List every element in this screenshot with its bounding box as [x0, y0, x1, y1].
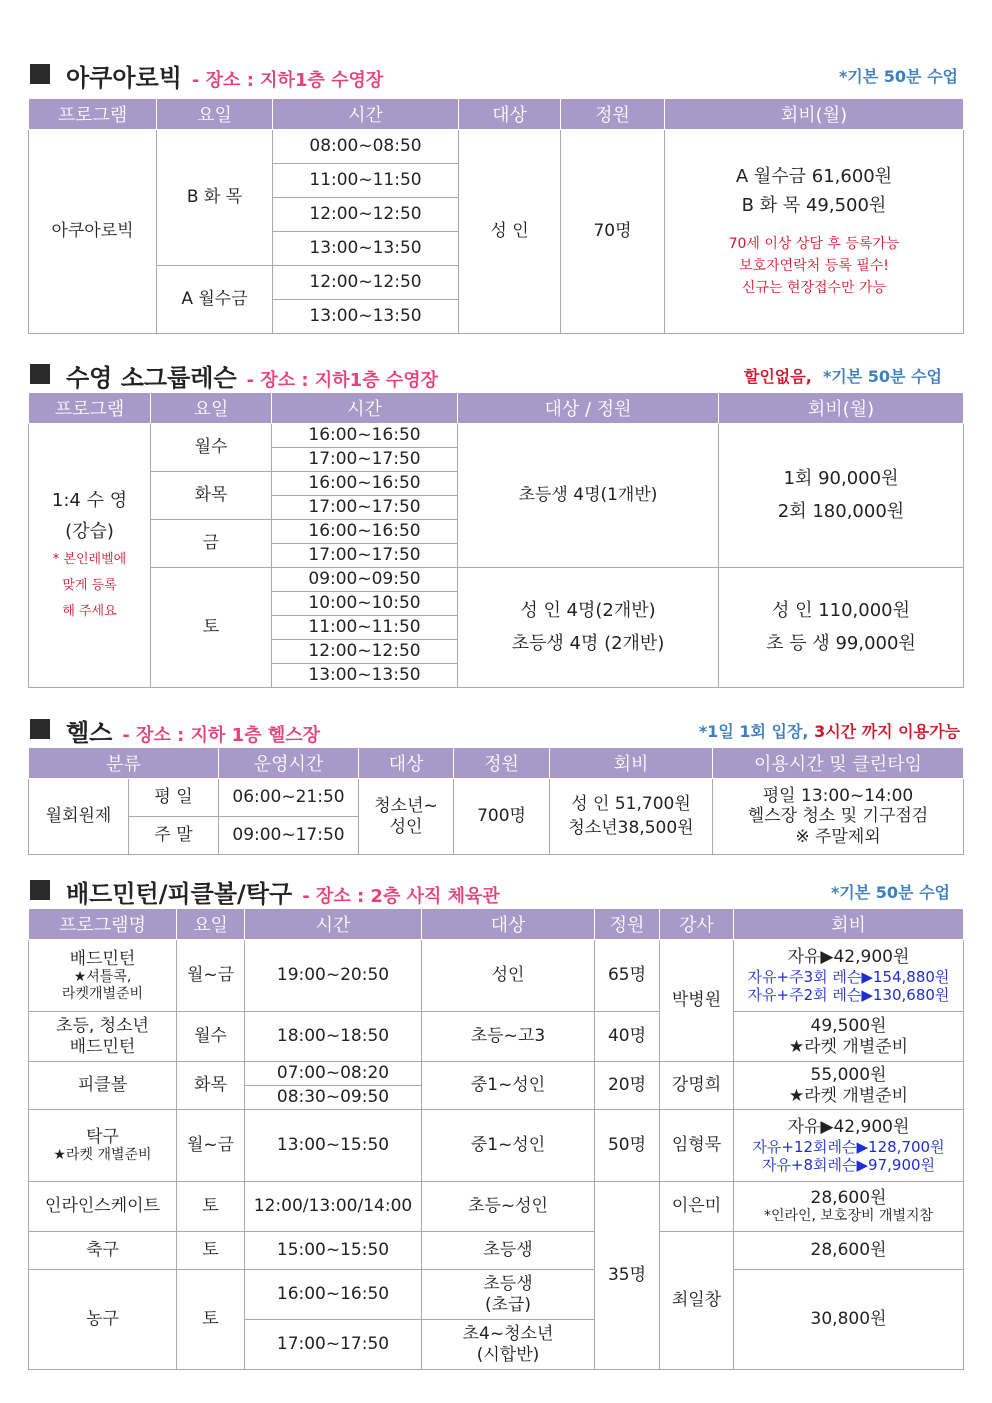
- col-header: 요일: [151, 393, 272, 424]
- program-sub: ★라켓 개별준비: [53, 1147, 152, 1164]
- day-cell: A 월수금: [157, 266, 273, 334]
- fee-line: 청소년38,500원: [568, 817, 694, 838]
- time-cell: 12:00/13:00/14:00: [245, 1182, 422, 1232]
- fee-line: 자유+8회레슨▶97,900원: [761, 1155, 936, 1174]
- time-cell: 10:00~10:50: [272, 592, 458, 616]
- day-cell: 화목: [177, 1062, 245, 1110]
- program-name: 1:4 수 영: [51, 489, 128, 511]
- health-note: [699, 719, 960, 742]
- fee-cell: [719, 424, 964, 568]
- day-cell: B 화 목: [157, 130, 273, 266]
- day-cell: 월~금: [177, 1110, 245, 1182]
- program-sub: 라켓개별준비: [61, 985, 144, 1002]
- target-line: 초등생: [483, 1274, 533, 1295]
- fee-cell: [719, 568, 964, 688]
- swim-note-blue: *기본 50분 수업: [822, 367, 942, 386]
- time-cell: 17:00~17:50: [272, 448, 458, 472]
- col-header: 요일: [177, 909, 245, 940]
- fee-b: B 화 목 49,500원: [741, 194, 887, 216]
- program-cell: [29, 1110, 177, 1182]
- aqua-location: - 장소 : 지하1층 수영장: [191, 70, 384, 91]
- table-row: [29, 1110, 964, 1182]
- day-cell: 화목: [151, 472, 272, 520]
- col-header: 정원: [454, 748, 550, 779]
- time-cell: 13:00~13:50: [273, 232, 459, 266]
- program-name: 초등, 청소년: [56, 1016, 149, 1037]
- col-header: 요일: [157, 99, 273, 130]
- col-header: 회비(월): [665, 99, 964, 130]
- table-row: [29, 1232, 964, 1270]
- col-header: 회비: [734, 909, 964, 940]
- day-cell: 월수: [151, 424, 272, 472]
- time-cell: 16:00~16:50: [272, 520, 458, 544]
- aqua-header: [28, 58, 964, 92]
- table-row: [29, 1270, 964, 1320]
- health-header: [28, 713, 964, 747]
- table-row: [29, 940, 964, 1012]
- target-line: 초등생 4명 (2개반): [511, 632, 665, 654]
- table-row: [29, 1012, 964, 1062]
- capacity-cell: 70명: [561, 130, 665, 334]
- fee-line: 자유▶42,900원: [787, 947, 910, 968]
- col-header: 대상 / 정원: [458, 393, 719, 424]
- time-cell: 15:00~15:50: [245, 1232, 422, 1270]
- day-cell: 토: [177, 1182, 245, 1232]
- health-title: 헬스 - 장소 : 지하 1층 헬스장: [66, 719, 321, 747]
- col-header: 시간: [272, 393, 458, 424]
- sports-title: 배드민턴/피클볼/탁구 - 장소 : 2층 사직 체육관: [66, 880, 500, 908]
- table-row: [29, 568, 964, 592]
- hours-cell: 06:00~21:50: [219, 779, 359, 817]
- program-cell: 축구: [29, 1232, 177, 1270]
- time-cell: 16:00~16:50: [245, 1270, 422, 1320]
- health-table: [28, 747, 964, 855]
- fee-cell: [734, 940, 964, 1012]
- hours-cell: 09:00~17:50: [219, 817, 359, 855]
- sports-header: [28, 874, 964, 908]
- program-note: 맞게 등록: [62, 578, 117, 594]
- fee-line: 2회 180,000원: [777, 500, 905, 522]
- time-cell: 13:00~15:50: [245, 1110, 422, 1182]
- col-header: 프로그램: [29, 393, 151, 424]
- sports-table: [28, 908, 964, 1370]
- table-header-row: [29, 99, 964, 130]
- capacity-cell: 40명: [595, 1012, 660, 1062]
- fee-cell: [734, 1012, 964, 1062]
- fee-line: 초 등 생 99,000원: [766, 632, 916, 654]
- fee-line: 자유+주3회 레슨▶154,880원: [747, 967, 950, 986]
- day-cell: 월~금: [177, 940, 245, 1012]
- time-cell: 08:30~09:50: [245, 1086, 422, 1110]
- swim-location: - 장소 : 지하1층 수영장: [246, 370, 439, 391]
- health-note-blue: *1일 1회 입장,: [698, 722, 809, 741]
- aqua-table: [28, 98, 964, 334]
- fee-line: *인라인, 보호장비 개별지참: [763, 1208, 934, 1225]
- program-cell: 인라인스케이트: [29, 1182, 177, 1232]
- day-cell: 토: [177, 1232, 245, 1270]
- program-cell: 농구: [29, 1270, 177, 1370]
- program-note: 해 주세요: [62, 604, 117, 620]
- program-name: 탁구: [86, 1126, 119, 1147]
- clean-cell: [713, 779, 964, 855]
- aqua-section: [28, 58, 964, 334]
- col-header: 시간: [245, 909, 422, 940]
- table-row: [29, 1182, 964, 1232]
- notice-line: 신규는 현장접수만 가능: [741, 280, 887, 297]
- health-section: [28, 713, 964, 855]
- table-header-row: [29, 393, 964, 424]
- fee-line: 성 인 110,000원: [771, 600, 911, 622]
- time-cell: 17:00~17:50: [245, 1320, 422, 1370]
- time-cell: 09:00~09:50: [272, 568, 458, 592]
- col-header: 회비(월): [719, 393, 964, 424]
- time-cell: 08:00~08:50: [273, 130, 459, 164]
- col-header: 운영시간: [219, 748, 359, 779]
- time-cell: 12:00~12:50: [272, 640, 458, 664]
- capacity-cell: 65명: [595, 940, 660, 1012]
- time-cell: 13:00~13:50: [272, 664, 458, 688]
- coach-cell: 최일창: [660, 1232, 734, 1370]
- target-cell: [359, 779, 454, 855]
- swim-header: [28, 358, 964, 392]
- table-row: [29, 779, 964, 817]
- table-row: [29, 130, 964, 164]
- target-line: 성 인 4명(2개반): [520, 600, 656, 622]
- time-cell: 18:00~18:50: [245, 1012, 422, 1062]
- time-cell: 17:00~17:50: [272, 496, 458, 520]
- table-row: [29, 424, 964, 448]
- fee-line: 49,500원: [810, 1016, 887, 1037]
- col-header: 프로그램명: [29, 909, 177, 940]
- col-header: 프로그램: [29, 99, 157, 130]
- square-bullet-icon: [30, 880, 50, 900]
- notice-line: 70세 이상 상담 후 등록가능: [728, 235, 900, 252]
- health-location: - 장소 : 지하 1층 헬스장: [122, 725, 321, 746]
- fee-line: 성 인 51,700원: [571, 793, 691, 814]
- time-cell: 17:00~17:50: [272, 544, 458, 568]
- day-cell: 평 일: [129, 779, 219, 817]
- target-cell: 중1~성인: [422, 1062, 595, 1110]
- col-header: 시간: [273, 99, 459, 130]
- fee-cell: 30,800원: [734, 1270, 964, 1370]
- sports-location: - 장소 : 2층 사직 체육관: [302, 886, 500, 907]
- time-cell: 16:00~16:50: [272, 472, 458, 496]
- col-header: 대상: [359, 748, 454, 779]
- target-line: 청소년~: [374, 796, 438, 817]
- clean-line: ※ 주말제외: [795, 826, 881, 847]
- fee-cell: [734, 1182, 964, 1232]
- target-line: (시합반): [476, 1344, 540, 1365]
- target-cell: 초등~고3: [422, 1012, 595, 1062]
- sports-section: [28, 874, 964, 1370]
- program-sub: ★셔틀콕,: [73, 968, 132, 985]
- table-header-row: [29, 909, 964, 940]
- col-header: 분류: [29, 748, 219, 779]
- swim-note: [744, 364, 942, 387]
- col-header: 이용시간 및 클린타임: [713, 748, 964, 779]
- time-cell: 19:00~20:50: [245, 940, 422, 1012]
- coach-cell: 강명희: [660, 1062, 734, 1110]
- coach-cell: 박병원: [660, 940, 734, 1062]
- col-header: 대상: [459, 99, 561, 130]
- time-cell: 13:00~13:50: [273, 300, 459, 334]
- target-line: (초급): [484, 1294, 532, 1315]
- clean-line: 평일 13:00~14:00: [762, 785, 914, 806]
- clean-line: 헬스장 청소 및 기구점검: [747, 806, 929, 827]
- square-bullet-icon: [30, 719, 50, 739]
- notice-line: 보호자연락처 등록 필수!: [739, 258, 889, 275]
- target-cell: 초등~성인: [422, 1182, 595, 1232]
- program-cell: [29, 424, 151, 688]
- table-header-row: [29, 748, 964, 779]
- fee-cell: [550, 779, 713, 855]
- coach-cell: 이은미: [660, 1182, 734, 1232]
- col-header: 대상: [422, 909, 595, 940]
- fee-line: 자유+12회레슨▶128,700원: [752, 1137, 945, 1156]
- time-cell: 07:00~08:20: [245, 1062, 422, 1086]
- fee-cell: [734, 1062, 964, 1110]
- capacity-cell: 20명: [595, 1062, 660, 1110]
- time-cell: 12:00~12:50: [273, 198, 459, 232]
- day-cell: 주 말: [129, 817, 219, 855]
- time-cell: 11:00~11:50: [273, 164, 459, 198]
- fee-line: 55,000원: [810, 1065, 887, 1086]
- target-line: 초4~청소년: [462, 1324, 554, 1345]
- time-cell: 11:00~11:50: [272, 616, 458, 640]
- fee-line: ★라켓 개별준비: [788, 1036, 909, 1057]
- program-name: 배드민턴: [69, 1036, 136, 1057]
- target-cell: [422, 1270, 595, 1320]
- time-cell: 16:00~16:50: [272, 424, 458, 448]
- capacity-cell: 35명: [595, 1182, 660, 1370]
- swim-section: [28, 358, 964, 688]
- category-cell: 월회원제: [29, 779, 129, 855]
- fee-line: ★라켓 개별준비: [788, 1085, 909, 1106]
- fee-cell: 28,600원: [734, 1232, 964, 1270]
- program-cell: [29, 940, 177, 1012]
- fee-cell: [665, 130, 964, 334]
- coach-cell: 임형묵: [660, 1110, 734, 1182]
- target-cell: 초등생: [422, 1232, 595, 1270]
- capacity-cell: 50명: [595, 1110, 660, 1182]
- target-cell: [458, 568, 719, 688]
- target-cell: [422, 1320, 595, 1370]
- day-cell: 금: [151, 520, 272, 568]
- aqua-title: 아쿠아로빅 - 장소 : 지하1층 수영장: [66, 64, 384, 92]
- target-cell: 중1~성인: [422, 1110, 595, 1182]
- target-cell: 성인: [422, 940, 595, 1012]
- target-cell: 초등생 4명(1개반): [458, 424, 719, 568]
- program-cell: 아쿠아로빅: [29, 130, 157, 334]
- program-cell: 피클볼: [29, 1062, 177, 1110]
- square-bullet-icon: [30, 364, 50, 384]
- col-header: 강사: [660, 909, 734, 940]
- program-cell: [29, 1012, 177, 1062]
- fee-cell: [734, 1110, 964, 1182]
- fee-line: 1회 90,000원: [783, 468, 899, 490]
- fee-line: 자유▶42,900원: [787, 1117, 910, 1138]
- program-name: 배드민턴: [69, 948, 136, 969]
- swim-table: [28, 392, 964, 688]
- aqua-note: *기본 50분 수업: [838, 67, 958, 86]
- program-note: * 본인레벨에: [52, 552, 127, 568]
- col-header: 정원: [561, 99, 665, 130]
- health-note-red: 3시간 까지 이용가능: [814, 722, 960, 741]
- capacity-cell: 700명: [454, 779, 550, 855]
- target-line: 성인: [389, 816, 423, 837]
- col-header: 회비: [550, 748, 713, 779]
- target-cell: 성 인: [459, 130, 561, 334]
- fee-a: A 월수금 61,600원: [735, 166, 893, 188]
- swim-note-red: 할인없음,: [743, 367, 812, 386]
- square-bullet-icon: [30, 64, 50, 84]
- day-cell: 토: [151, 568, 272, 688]
- table-row: [29, 1062, 964, 1086]
- fee-line: 자유+주2회 레슨▶130,680원: [747, 985, 950, 1004]
- time-cell: 12:00~12:50: [273, 266, 459, 300]
- sports-note: *기본 50분 수업: [830, 883, 950, 902]
- program-sub: (강습): [65, 520, 114, 542]
- swim-title: 수영 소그룹레슨 - 장소 : 지하1층 수영장: [66, 364, 439, 392]
- col-header: 정원: [595, 909, 660, 940]
- day-cell: 토: [177, 1270, 245, 1370]
- fee-line: 28,600원: [810, 1187, 887, 1208]
- day-cell: 월수: [177, 1012, 245, 1062]
